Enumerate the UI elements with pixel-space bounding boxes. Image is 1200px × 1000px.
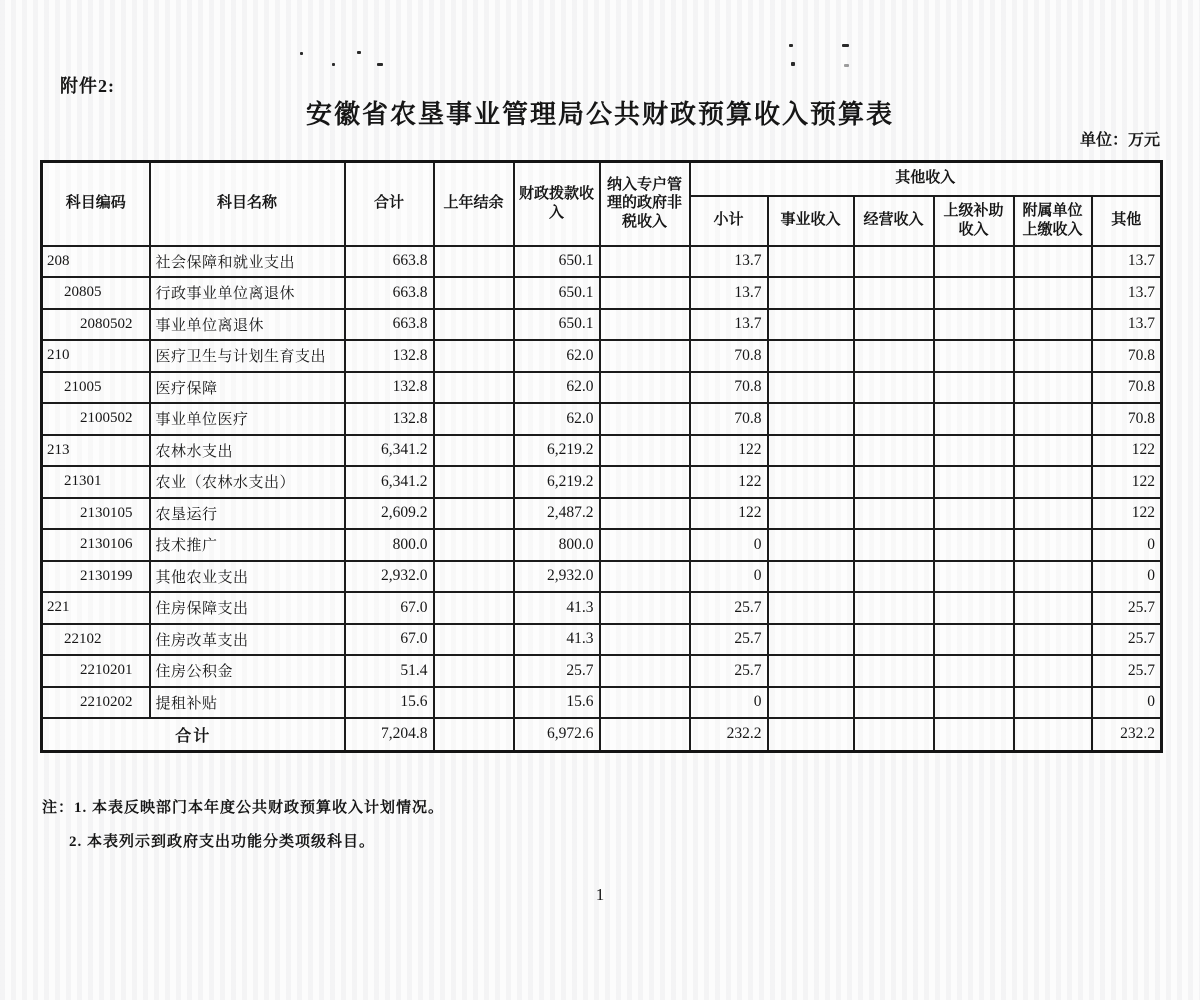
cell-total: 663.8 bbox=[345, 309, 434, 341]
cell-business bbox=[768, 309, 854, 341]
cell-subject-code: 2100502 bbox=[42, 403, 150, 435]
cell-total: 132.8 bbox=[345, 372, 434, 404]
cell-subsidy bbox=[934, 277, 1014, 309]
cell-subject-code: 208 bbox=[42, 246, 150, 278]
cell-operating bbox=[854, 435, 934, 467]
cell-business bbox=[768, 655, 854, 687]
cell-fiscal: 650.1 bbox=[514, 246, 600, 278]
col-header-operating-income: 经营收入 bbox=[854, 196, 934, 246]
cell-total: 2,609.2 bbox=[345, 498, 434, 530]
cell-fiscal: 800.0 bbox=[514, 529, 600, 561]
cell-operating bbox=[854, 718, 934, 751]
cell-other: 122 bbox=[1092, 466, 1162, 498]
cell-operating bbox=[854, 687, 934, 719]
cell-total: 132.8 bbox=[345, 403, 434, 435]
cell-subject-name: 农业（农林水支出） bbox=[150, 466, 345, 498]
cell-other: 122 bbox=[1092, 498, 1162, 530]
budget-revenue-table bbox=[40, 160, 1163, 753]
cell-operating bbox=[854, 340, 934, 372]
total-row-label: 合计 bbox=[42, 718, 345, 751]
cell-subject-name: 住房改革支出 bbox=[150, 624, 345, 656]
cell-subsidy bbox=[934, 624, 1014, 656]
cell-remit bbox=[1014, 624, 1092, 656]
cell-other: 122 bbox=[1092, 435, 1162, 467]
cell-prev-year bbox=[434, 403, 514, 435]
table-row bbox=[42, 498, 1162, 530]
table-row bbox=[42, 403, 1162, 435]
cell-nontax bbox=[600, 718, 690, 751]
cell-nontax bbox=[600, 309, 690, 341]
cell-operating bbox=[854, 309, 934, 341]
cell-remit bbox=[1014, 435, 1092, 467]
cell-subject-code: 2130199 bbox=[42, 561, 150, 593]
cell-subsidy bbox=[934, 403, 1014, 435]
cell-remit bbox=[1014, 372, 1092, 404]
cell-nontax bbox=[600, 246, 690, 278]
cell-remit bbox=[1014, 561, 1092, 593]
table-row bbox=[42, 277, 1162, 309]
table-row bbox=[42, 466, 1162, 498]
cell-subsidy bbox=[934, 687, 1014, 719]
scan-speck bbox=[789, 44, 793, 47]
cell-prev-year bbox=[434, 372, 514, 404]
cell-prev-year bbox=[434, 309, 514, 341]
cell-subject-code: 21005 bbox=[42, 372, 150, 404]
cell-operating bbox=[854, 372, 934, 404]
cell-operating bbox=[854, 403, 934, 435]
table-row bbox=[42, 561, 1162, 593]
cell-subtotal: 122 bbox=[690, 435, 768, 467]
cell-subject-name: 农林水支出 bbox=[150, 435, 345, 467]
cell-operating bbox=[854, 498, 934, 530]
cell-subsidy bbox=[934, 309, 1014, 341]
col-header-prev-year-balance: 上年结余 bbox=[434, 162, 514, 246]
cell-business bbox=[768, 718, 854, 751]
cell-subsidy bbox=[934, 718, 1014, 751]
col-header-other: 其他 bbox=[1092, 196, 1162, 246]
cell-subject-code: 20805 bbox=[42, 277, 150, 309]
cell-subject-name: 其他农业支出 bbox=[150, 561, 345, 593]
cell-business bbox=[768, 529, 854, 561]
cell-subtotal: 70.8 bbox=[690, 372, 768, 404]
unit-label: 单位：万元 bbox=[1079, 132, 1160, 149]
cell-subtotal: 13.7 bbox=[690, 277, 768, 309]
cell-subject-code: 221 bbox=[42, 592, 150, 624]
col-header-total: 合计 bbox=[345, 162, 434, 246]
cell-remit bbox=[1014, 277, 1092, 309]
cell-subject-code: 22102 bbox=[42, 624, 150, 656]
cell-subject-code: 210 bbox=[42, 340, 150, 372]
cell-business bbox=[768, 435, 854, 467]
cell-subject-code: 2080502 bbox=[42, 309, 150, 341]
cell-subtotal: 13.7 bbox=[690, 246, 768, 278]
cell-total: 15.6 bbox=[345, 687, 434, 719]
cell-subject-name: 事业单位医疗 bbox=[150, 403, 345, 435]
cell-fiscal: 6,219.2 bbox=[514, 435, 600, 467]
cell-total: 663.8 bbox=[345, 277, 434, 309]
table-notes bbox=[42, 796, 444, 851]
cell-prev-year bbox=[434, 466, 514, 498]
cell-subject-code: 21301 bbox=[42, 466, 150, 498]
cell-operating bbox=[854, 561, 934, 593]
cell-remit bbox=[1014, 403, 1092, 435]
cell-remit bbox=[1014, 592, 1092, 624]
table-row bbox=[42, 340, 1162, 372]
cell-operating bbox=[854, 277, 934, 309]
cell-business bbox=[768, 372, 854, 404]
cell-fiscal: 62.0 bbox=[514, 340, 600, 372]
table-row bbox=[42, 624, 1162, 656]
cell-subject-name: 医疗保障 bbox=[150, 372, 345, 404]
cell-prev-year bbox=[434, 435, 514, 467]
cell-total: 67.0 bbox=[345, 624, 434, 656]
cell-nontax bbox=[600, 466, 690, 498]
scan-speck bbox=[844, 64, 849, 67]
cell-prev-year bbox=[434, 529, 514, 561]
cell-other: 70.8 bbox=[1092, 403, 1162, 435]
cell-remit bbox=[1014, 309, 1092, 341]
cell-total: 67.0 bbox=[345, 592, 434, 624]
cell-prev-year bbox=[434, 592, 514, 624]
cell-other: 0 bbox=[1092, 529, 1162, 561]
note-line-2: 2. 本表列示到政府支出功能分类项级科目。 bbox=[69, 834, 376, 850]
cell-remit bbox=[1014, 498, 1092, 530]
cell-other: 0 bbox=[1092, 561, 1162, 593]
cell-other: 70.8 bbox=[1092, 372, 1162, 404]
cell-subtotal: 25.7 bbox=[690, 655, 768, 687]
table-row bbox=[42, 687, 1162, 719]
header-row-top bbox=[42, 162, 1162, 196]
cell-fiscal: 2,932.0 bbox=[514, 561, 600, 593]
cell-nontax bbox=[600, 340, 690, 372]
cell-subtotal: 13.7 bbox=[690, 309, 768, 341]
cell-subtotal: 0 bbox=[690, 687, 768, 719]
cell-total: 51.4 bbox=[345, 655, 434, 687]
cell-other: 13.7 bbox=[1092, 309, 1162, 341]
cell-business bbox=[768, 466, 854, 498]
cell-prev-year bbox=[434, 687, 514, 719]
cell-prev-year bbox=[434, 655, 514, 687]
cell-subject-name: 技术推广 bbox=[150, 529, 345, 561]
cell-nontax bbox=[600, 277, 690, 309]
cell-subject-name: 住房公积金 bbox=[150, 655, 345, 687]
cell-subsidy bbox=[934, 592, 1014, 624]
cell-subject-name: 医疗卫生与计划生育支出 bbox=[150, 340, 345, 372]
cell-subtotal: 25.7 bbox=[690, 592, 768, 624]
cell-operating bbox=[854, 592, 934, 624]
cell-business bbox=[768, 498, 854, 530]
cell-subtotal: 122 bbox=[690, 466, 768, 498]
cell-prev-year bbox=[434, 246, 514, 278]
cell-subject-name: 住房保障支出 bbox=[150, 592, 345, 624]
cell-remit bbox=[1014, 246, 1092, 278]
cell-remit bbox=[1014, 529, 1092, 561]
cell-operating bbox=[854, 624, 934, 656]
table-row bbox=[42, 529, 1162, 561]
cell-subsidy bbox=[934, 246, 1014, 278]
cell-nontax bbox=[600, 403, 690, 435]
note-line-1: 注：1. 本表反映部门本年度公共财政预算收入计划情况。 bbox=[42, 800, 445, 816]
cell-operating bbox=[854, 655, 934, 687]
cell-subsidy bbox=[934, 655, 1014, 687]
cell-prev-year bbox=[434, 624, 514, 656]
cell-total: 132.8 bbox=[345, 340, 434, 372]
cell-operating bbox=[854, 529, 934, 561]
cell-other: 25.7 bbox=[1092, 624, 1162, 656]
cell-total: 7,204.8 bbox=[345, 718, 434, 751]
cell-other: 13.7 bbox=[1092, 246, 1162, 278]
table-row bbox=[42, 592, 1162, 624]
cell-prev-year bbox=[434, 561, 514, 593]
cell-other: 70.8 bbox=[1092, 340, 1162, 372]
cell-subsidy bbox=[934, 340, 1014, 372]
cell-nontax bbox=[600, 687, 690, 719]
cell-nontax bbox=[600, 624, 690, 656]
cell-fiscal: 6,972.6 bbox=[514, 718, 600, 751]
cell-nontax bbox=[600, 529, 690, 561]
cell-total: 800.0 bbox=[345, 529, 434, 561]
cell-prev-year bbox=[434, 340, 514, 372]
col-header-subject-code: 科目编码 bbox=[42, 162, 150, 246]
cell-subject-name: 提租补贴 bbox=[150, 687, 345, 719]
cell-business bbox=[768, 624, 854, 656]
table-row bbox=[42, 435, 1162, 467]
col-header-fiscal-appropriation: 财政拨款收入 bbox=[514, 162, 600, 246]
col-header-subordinate-remit: 附属单位上缴收入 bbox=[1014, 196, 1092, 246]
cell-total: 2,932.0 bbox=[345, 561, 434, 593]
cell-subject-code: 2130105 bbox=[42, 498, 150, 530]
cell-subsidy bbox=[934, 561, 1014, 593]
cell-fiscal: 2,487.2 bbox=[514, 498, 600, 530]
cell-business bbox=[768, 340, 854, 372]
cell-nontax bbox=[600, 498, 690, 530]
cell-total: 6,341.2 bbox=[345, 466, 434, 498]
cell-business bbox=[768, 277, 854, 309]
cell-fiscal: 15.6 bbox=[514, 687, 600, 719]
cell-operating bbox=[854, 246, 934, 278]
col-header-nontax-income: 纳入专户管理的政府非税收入 bbox=[600, 162, 690, 246]
cell-operating bbox=[854, 466, 934, 498]
cell-business bbox=[768, 561, 854, 593]
cell-other: 0 bbox=[1092, 687, 1162, 719]
cell-remit bbox=[1014, 718, 1092, 751]
cell-nontax bbox=[600, 561, 690, 593]
cell-subject-name: 农垦运行 bbox=[150, 498, 345, 530]
cell-subject-name: 社会保障和就业支出 bbox=[150, 246, 345, 278]
scan-speck bbox=[377, 63, 383, 66]
cell-fiscal: 41.3 bbox=[514, 624, 600, 656]
cell-subtotal: 25.7 bbox=[690, 624, 768, 656]
cell-other: 25.7 bbox=[1092, 655, 1162, 687]
cell-subsidy bbox=[934, 529, 1014, 561]
cell-fiscal: 25.7 bbox=[514, 655, 600, 687]
cell-nontax bbox=[600, 592, 690, 624]
cell-business bbox=[768, 246, 854, 278]
cell-business bbox=[768, 403, 854, 435]
cell-subtotal: 0 bbox=[690, 561, 768, 593]
col-header-subject-name: 科目名称 bbox=[150, 162, 345, 246]
cell-subject-code: 2210201 bbox=[42, 655, 150, 687]
col-header-superior-subsidy: 上级补助收入 bbox=[934, 196, 1014, 246]
scan-speck bbox=[332, 63, 335, 66]
cell-fiscal: 62.0 bbox=[514, 372, 600, 404]
cell-nontax bbox=[600, 372, 690, 404]
col-group-other-income: 其他收入 bbox=[690, 162, 1162, 196]
cell-subtotal: 70.8 bbox=[690, 403, 768, 435]
cell-fiscal: 6,219.2 bbox=[514, 466, 600, 498]
cell-business bbox=[768, 592, 854, 624]
cell-subject-code: 213 bbox=[42, 435, 150, 467]
cell-fiscal: 62.0 bbox=[514, 403, 600, 435]
cell-subsidy bbox=[934, 435, 1014, 467]
col-header-business-income: 事业收入 bbox=[768, 196, 854, 246]
cell-subtotal: 70.8 bbox=[690, 340, 768, 372]
cell-prev-year bbox=[434, 718, 514, 751]
cell-other: 25.7 bbox=[1092, 592, 1162, 624]
cell-subsidy bbox=[934, 466, 1014, 498]
cell-subtotal: 232.2 bbox=[690, 718, 768, 751]
table-row bbox=[42, 372, 1162, 404]
table-total-row bbox=[42, 718, 1162, 751]
col-header-subtotal: 小计 bbox=[690, 196, 768, 246]
cell-subsidy bbox=[934, 372, 1014, 404]
cell-subject-code: 2130106 bbox=[42, 529, 150, 561]
scan-speck bbox=[357, 51, 361, 54]
cell-subtotal: 0 bbox=[690, 529, 768, 561]
cell-nontax bbox=[600, 655, 690, 687]
cell-subject-name: 事业单位离退休 bbox=[150, 309, 345, 341]
cell-total: 6,341.2 bbox=[345, 435, 434, 467]
cell-remit bbox=[1014, 655, 1092, 687]
cell-subject-code: 2210202 bbox=[42, 687, 150, 719]
table-row bbox=[42, 309, 1162, 341]
cell-total: 663.8 bbox=[345, 246, 434, 278]
cell-prev-year bbox=[434, 498, 514, 530]
cell-business bbox=[768, 687, 854, 719]
attachment-label: 附件2: bbox=[60, 76, 115, 96]
table-row bbox=[42, 655, 1162, 687]
cell-remit bbox=[1014, 340, 1092, 372]
scan-speck bbox=[791, 62, 795, 66]
scan-speck bbox=[300, 52, 303, 55]
cell-fiscal: 650.1 bbox=[514, 277, 600, 309]
cell-other: 13.7 bbox=[1092, 277, 1162, 309]
cell-prev-year bbox=[434, 277, 514, 309]
cell-fiscal: 650.1 bbox=[514, 309, 600, 341]
cell-remit bbox=[1014, 466, 1092, 498]
scan-speck bbox=[842, 44, 849, 47]
cell-fiscal: 41.3 bbox=[514, 592, 600, 624]
cell-subject-name: 行政事业单位离退休 bbox=[150, 277, 345, 309]
cell-subsidy bbox=[934, 498, 1014, 530]
page-number: 1 bbox=[595, 885, 605, 904]
cell-other: 232.2 bbox=[1092, 718, 1162, 751]
cell-nontax bbox=[600, 435, 690, 467]
table-row bbox=[42, 246, 1162, 278]
cell-remit bbox=[1014, 687, 1092, 719]
page-title: 安徽省农垦事业管理局公共财政预算收入预算表 bbox=[305, 100, 894, 129]
cell-subtotal: 122 bbox=[690, 498, 768, 530]
